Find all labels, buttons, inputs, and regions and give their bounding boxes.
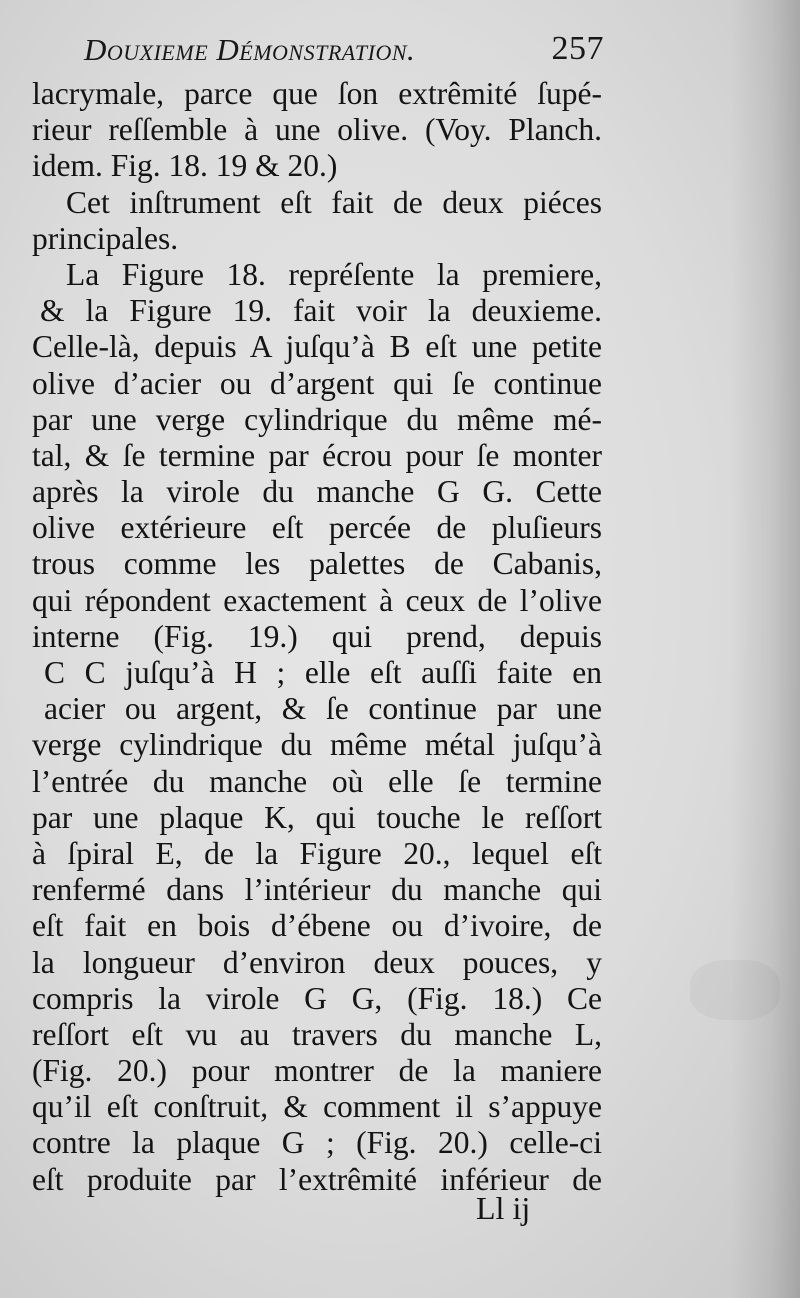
signature-mark: Ll ij [476, 1190, 531, 1226]
text-line: après la virole du manche G G. Cette [32, 474, 602, 510]
text-line: & la Figure 19. fait voir la deuxieme. [40, 293, 602, 329]
text-line: reſſort eſt vu au travers du manche L, [32, 1016, 602, 1052]
page-number: 257 [551, 30, 604, 67]
text-line: renfermé dans l’intérieur du manche qui [32, 872, 602, 908]
text-line: par une plaque K, qui touche le reſſort [32, 799, 602, 835]
ink-bleed-through [690, 960, 780, 1020]
text-line: olive extérieure eſt percée de pluſieurs [32, 510, 602, 546]
text-line: trous comme les palettes de Cabanis, [32, 546, 602, 582]
text-line: la longueur d’environ deux pouces, y [32, 944, 602, 980]
text-line: eſt fait en bois d’ébene ou d’ivoire, de [32, 908, 602, 944]
text-line: qui répondent exactement à ceux de l’olive [32, 582, 602, 618]
text-line: Cet inſtrument eſt fait de deux piéces [66, 184, 602, 220]
text-line: olive d’acier ou d’argent qui ſe continue [32, 365, 602, 401]
running-head-title: Douxieme Démonstration. [84, 32, 416, 67]
text-line: La Figure 18. repréſente la premiere, [66, 256, 602, 292]
running-head [84, 26, 604, 74]
page-edge-shadow [730, 0, 800, 1298]
text-line: principales. [32, 220, 179, 256]
text-line: rieur reſſemble à une olive. (Voy. Planch. [32, 112, 602, 148]
text-line: à ſpiral E, de la Figure 20., lequel eſt [32, 835, 602, 871]
text-line: (Fig. 20.) pour montrer de la maniere [32, 1053, 602, 1089]
text-line: acier ou argent, & ſe continue par une [44, 691, 602, 727]
text-line: compris la virole G G, (Fig. 18.) Ce [32, 980, 602, 1016]
text-line: contre la plaque G ; (Fig. 20.) celle-ci [32, 1125, 602, 1161]
text-line: idem. Fig. 18. 19 & 20.) [32, 148, 338, 184]
body-text [32, 76, 602, 1198]
text-line: lacrymale, parce que ſon extrêmité ſupé- [32, 76, 602, 111]
text-line: tal, & ſe termine par écrou pour ſe monter [32, 437, 602, 473]
text-line: par une verge cylindrique du même mé- [32, 401, 602, 437]
text-line: l’entrée du manche où elle ſe termine [32, 763, 602, 799]
text-line: eſt produite par l’extrêmité inférieur de [32, 1161, 602, 1197]
text-line: Celle-là, depuis A juſqu’à B eſt une petite [32, 329, 602, 365]
text-line: verge cylindrique du même métal juſqu’à [32, 727, 602, 763]
text-line: qu’il eſt conſtruit, & comment il s’appuye [32, 1089, 602, 1125]
text-line: C C juſqu’à H ; elle eſt auſſi faite en [44, 655, 602, 690]
text-line: interne (Fig. 19.) qui prend, depuis [32, 618, 602, 654]
